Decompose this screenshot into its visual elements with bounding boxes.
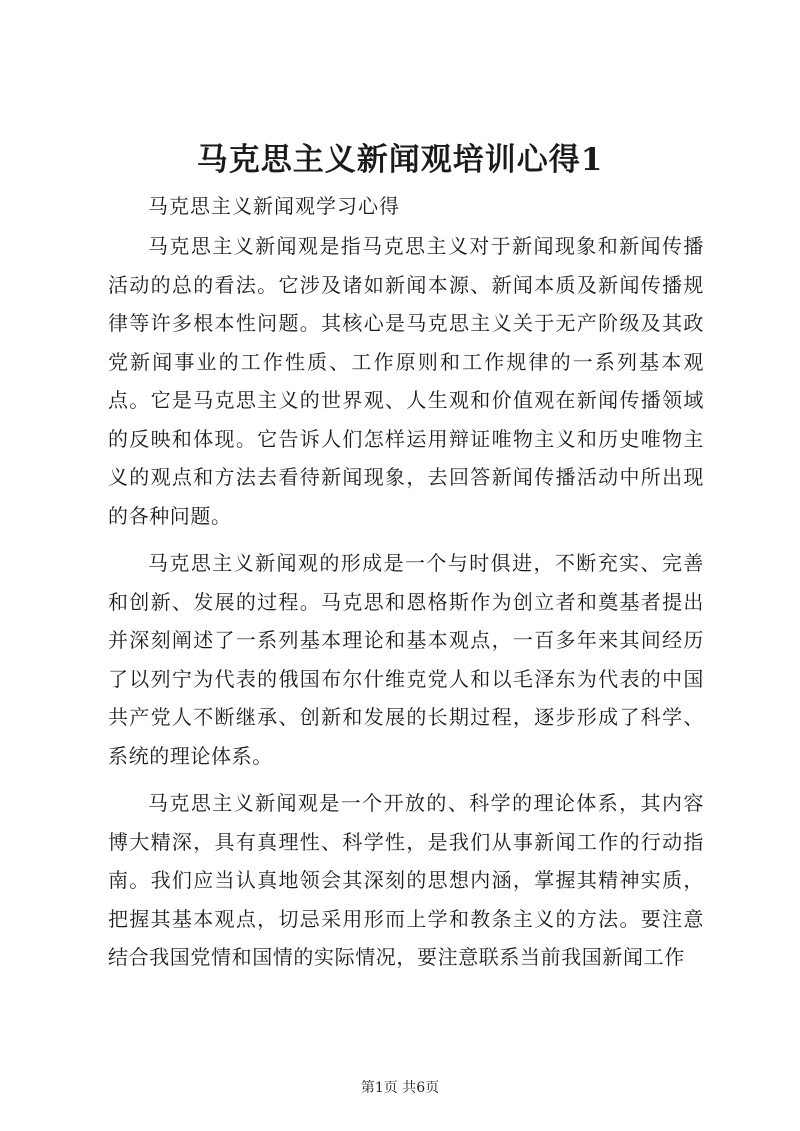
- document-body: [108, 185, 704, 977]
- page-footer: 第1页 共6页: [360, 1080, 440, 1096]
- document-subtitle: 马克思主义新闻观学习心得: [148, 194, 400, 218]
- paragraph: 马克思主义新闻观是指马克思主义对于新闻现象和新闻传播活动的总的看法。它涉及诸如新闻本源、新闻本质及新闻传播规律等许多根本性问题。其核心是马克思主义关于无产阶级及其政党新闻事业的工作性质、工作原则和工作规律的一系列基本观点。它是马克思主义的世界观、人生观和价值观在新闻传播领域的反映和体现。它告诉人们怎样运用辩证唯物主义和历史唯物主义的观点和方法去看待新闻现象，去回答新闻传播活动中所出现的各种问题。: [108, 234, 704, 528]
- document-title: 马克思主义新闻观培训心得1: [196, 142, 604, 178]
- paragraph: 马克思主义新闻观的形成是一个与时俱进，不断充实、完善和创新、发展的过程。马克思和恩格斯作为创立者和奠基者提出并深刻阐述了一系列基本理论和基本观点，一百多年来其间经历了以列宁为代表的俄国布尔什维克党人和以毛泽东为代表的中国共产党人不断继承、创新和发展的长期过程，逐步形成了科学、系统的理论体系。: [108, 551, 704, 768]
- paragraph: 马克思主义新闻观是一个开放的、科学的理论体系，其内容博大精深，具有真理性、科学性，是我们从事新闻工作的行动指南。我们应当认真地领会其深刻的思想内涵，掌握其精神实质，把握其基本观点，切忌采用形而上学和教条主义的方法。要注意结合我国党情和国情的实际情况，要注意联系当前我国新闻工作: [108, 791, 704, 969]
